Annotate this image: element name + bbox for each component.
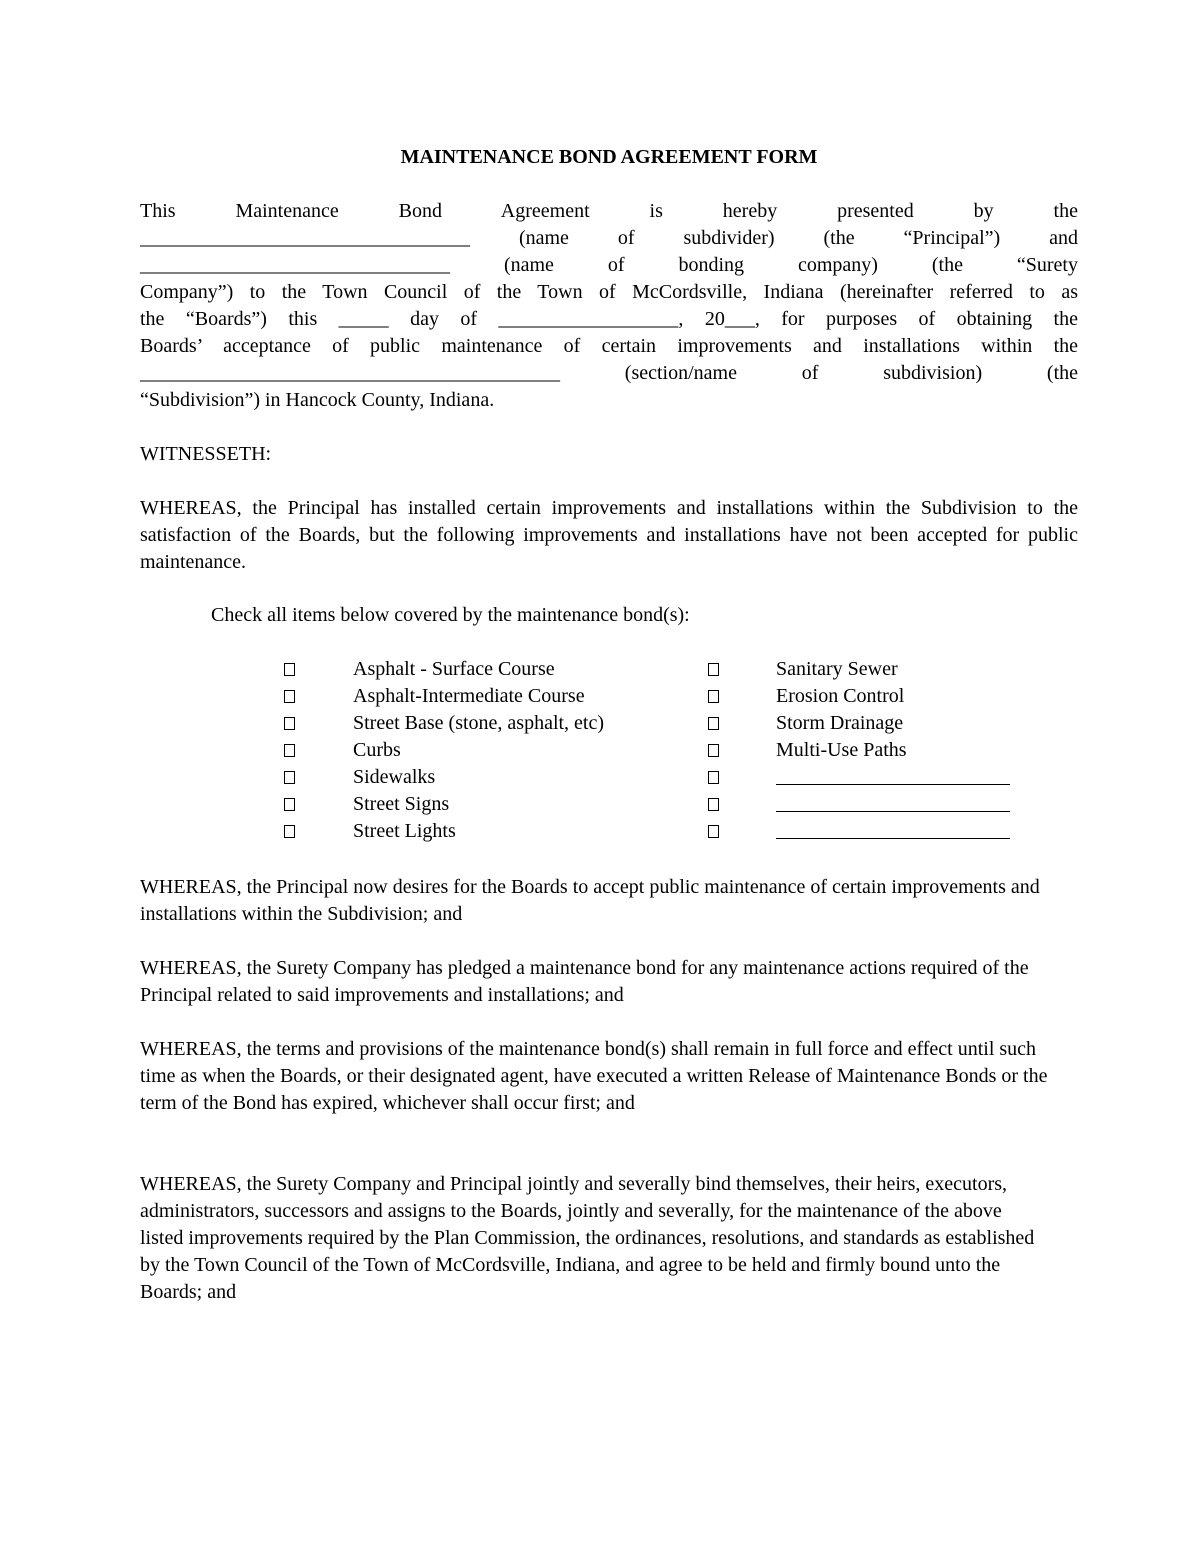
checklist-label: Curbs <box>353 739 401 761</box>
intro-line: __________________________________________ (section/name of subdivision) (the <box>140 362 1078 384</box>
intro-paragraph <box>140 198 1078 414</box>
checkbox-sanitary-sewer[interactable] <box>708 663 719 676</box>
checkbox-street-base[interactable] <box>284 717 295 730</box>
checklist-label: Erosion Control <box>776 685 905 707</box>
checklist-label: Street Base (stone, asphalt, etc) <box>353 712 605 734</box>
intro-line: _______________________________ (name of bonding company) (the “Surety <box>140 254 1078 276</box>
checkbox-other-2[interactable] <box>708 798 719 811</box>
check-instruction: Check all items below covered by the maintenance bond(s): <box>211 604 690 626</box>
intro-line: This Maintenance Bond Agreement is hereby presented by the <box>140 200 1078 222</box>
checkbox-other-3[interactable] <box>708 825 719 838</box>
checkbox-multi-use-paths[interactable] <box>708 744 719 757</box>
checkbox-storm-drainage[interactable] <box>708 717 719 730</box>
checklist-label: Street Signs <box>353 793 450 815</box>
whereas-paragraph-4: WHEREAS, the terms and provisions of the maintenance bond(s) shall remain in full force and effect until such time as when the Boards, or their designated agent, have executed a written Release of Maintenance Bonds or the term of the Bond has expired, whichever shall occur first; and <box>140 1038 1048 1114</box>
intro-line: the “Boards”) this _____ day of __________________, 20___, for purposes of obtaining the <box>140 308 1078 330</box>
other-item-blank-line[interactable] <box>776 811 1010 812</box>
checkbox-asphalt-intermediate[interactable] <box>284 690 295 703</box>
intro-line: “Subdivision”) in Hancock County, Indiana. <box>140 389 495 411</box>
witnesseth-heading: WITNESSETH: <box>140 443 272 465</box>
checklist-label: Asphalt-Intermediate Course <box>353 685 585 707</box>
checklist-row <box>280 737 1040 764</box>
checklist-row <box>280 683 1040 710</box>
checkbox-street-signs[interactable] <box>284 798 295 811</box>
checklist-row <box>280 791 1040 818</box>
checkbox-street-lights[interactable] <box>284 825 295 838</box>
whereas-paragraph-1: WHEREAS, the Principal has installed certain improvements and installations within the Subdivision to the satisfaction of the Boards, but the following improvements and installations have not been accepted for public maintenance. <box>140 497 1078 573</box>
checklist-label: Storm Drainage <box>776 712 904 734</box>
checkbox-erosion-control[interactable] <box>708 690 719 703</box>
checklist-label: Multi-Use Paths <box>776 739 907 761</box>
intro-line: _________________________________ (name of subdivider) (the “Principal”) and <box>140 227 1078 249</box>
improvements-checklist <box>280 656 1040 845</box>
checklist-label: Sidewalks <box>353 766 436 788</box>
whereas-paragraph-5: WHEREAS, the Surety Company and Principal jointly and severally bind themselves, their heirs, executors, administrators, successors and assigns to the Boards, jointly and severally, for the maintenance of the above listed improvements required by the Plan Commission, the ordinances, resolutions, and standards as established by the Town Council of the Town of McCordsville, Indiana, and agree to be held and firmly bound unto the Boards; and <box>140 1173 1035 1303</box>
checklist-row <box>280 710 1040 737</box>
checklist-row <box>280 764 1040 791</box>
checklist-row <box>280 656 1040 683</box>
intro-line: Company”) to the Town Council of the Town of McCordsville, Indiana (hereinafter referred to as <box>140 281 1078 303</box>
intro-line: Boards’ acceptance of public maintenance of certain improvements and installations within the <box>140 335 1078 357</box>
checklist-label: Street Lights <box>353 820 456 842</box>
checkbox-curbs[interactable] <box>284 744 295 757</box>
other-item-blank-line[interactable] <box>776 838 1010 839</box>
checkbox-asphalt-surface[interactable] <box>284 663 295 676</box>
checkbox-sidewalks[interactable] <box>284 771 295 784</box>
document-title: MAINTENANCE BOND AGREEMENT FORM <box>400 146 818 168</box>
whereas-paragraph-3: WHEREAS, the Surety Company has pledged a maintenance bond for any maintenance actions required of the Principal related to said improvements and installations; and <box>140 957 1029 1006</box>
checkbox-other-1[interactable] <box>708 771 719 784</box>
other-item-blank-line[interactable] <box>776 784 1010 785</box>
checklist-row <box>280 818 1040 845</box>
checklist-label: Sanitary Sewer <box>776 658 898 680</box>
checklist-label: Asphalt - Surface Course <box>353 658 555 680</box>
whereas-paragraph-2: WHEREAS, the Principal now desires for the Boards to accept public maintenance of certain improvements and installations within the Subdivision; and <box>140 876 1040 925</box>
